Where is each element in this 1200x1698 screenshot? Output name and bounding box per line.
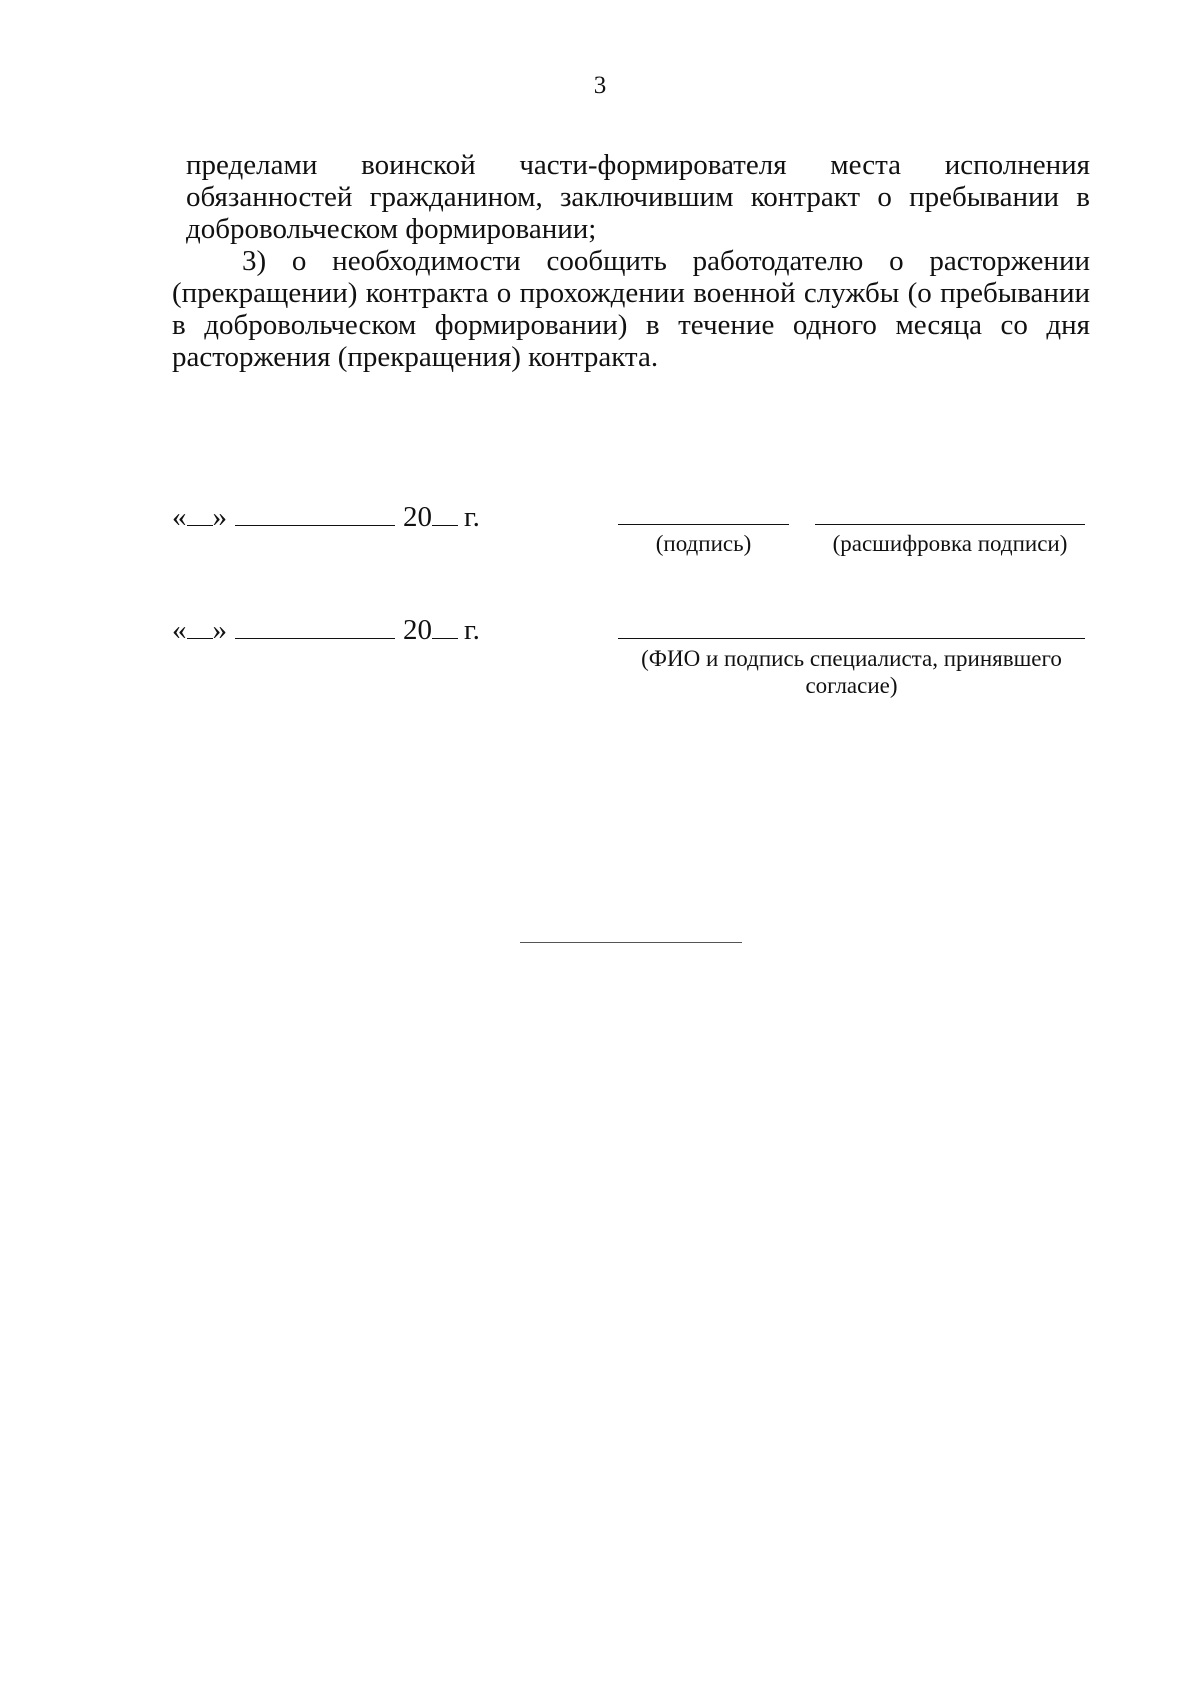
signature-decode-line	[815, 524, 1085, 525]
signature-line	[618, 524, 789, 525]
caption-signature-decode: (расшифровка подписи)	[832, 531, 1068, 556]
specialist-signature-line	[618, 638, 1085, 639]
year-blank	[432, 614, 458, 639]
day-blank	[187, 614, 213, 639]
open-quote: «	[172, 501, 187, 533]
date-line-2	[172, 614, 480, 646]
paragraph-item-3: 3) о необходимости сообщить работодателю о расторжении (прекращении) контракта о прохождении военной службы (о пребывании в добровольческом формировании) в течение одного месяца со дня расторжения (прекращения) контракта.	[172, 245, 1090, 373]
month-blank	[235, 614, 395, 639]
page-number: 3	[593, 72, 607, 99]
paragraph-continuation: пределами воинской части-формирователя места исполнения обязанностей гражданином, заключившим контракт о пребывании в добровольческом формировании;	[186, 149, 1090, 245]
close-quote: »	[212, 614, 227, 646]
year-prefix: 20	[403, 614, 432, 646]
year-suffix: г.	[464, 501, 480, 533]
caption-specialist: (ФИО и подпись специалиста, принявшего согласие)	[641, 646, 1062, 698]
open-quote: «	[172, 614, 187, 646]
day-blank	[187, 501, 213, 526]
close-quote: »	[212, 501, 227, 533]
year-suffix: г.	[464, 614, 480, 646]
year-blank	[432, 501, 458, 526]
end-of-document-rule	[520, 942, 742, 943]
year-prefix: 20	[403, 501, 432, 533]
caption-signature: (подпись)	[655, 531, 752, 556]
date-line-1	[172, 501, 480, 533]
month-blank	[235, 501, 395, 526]
